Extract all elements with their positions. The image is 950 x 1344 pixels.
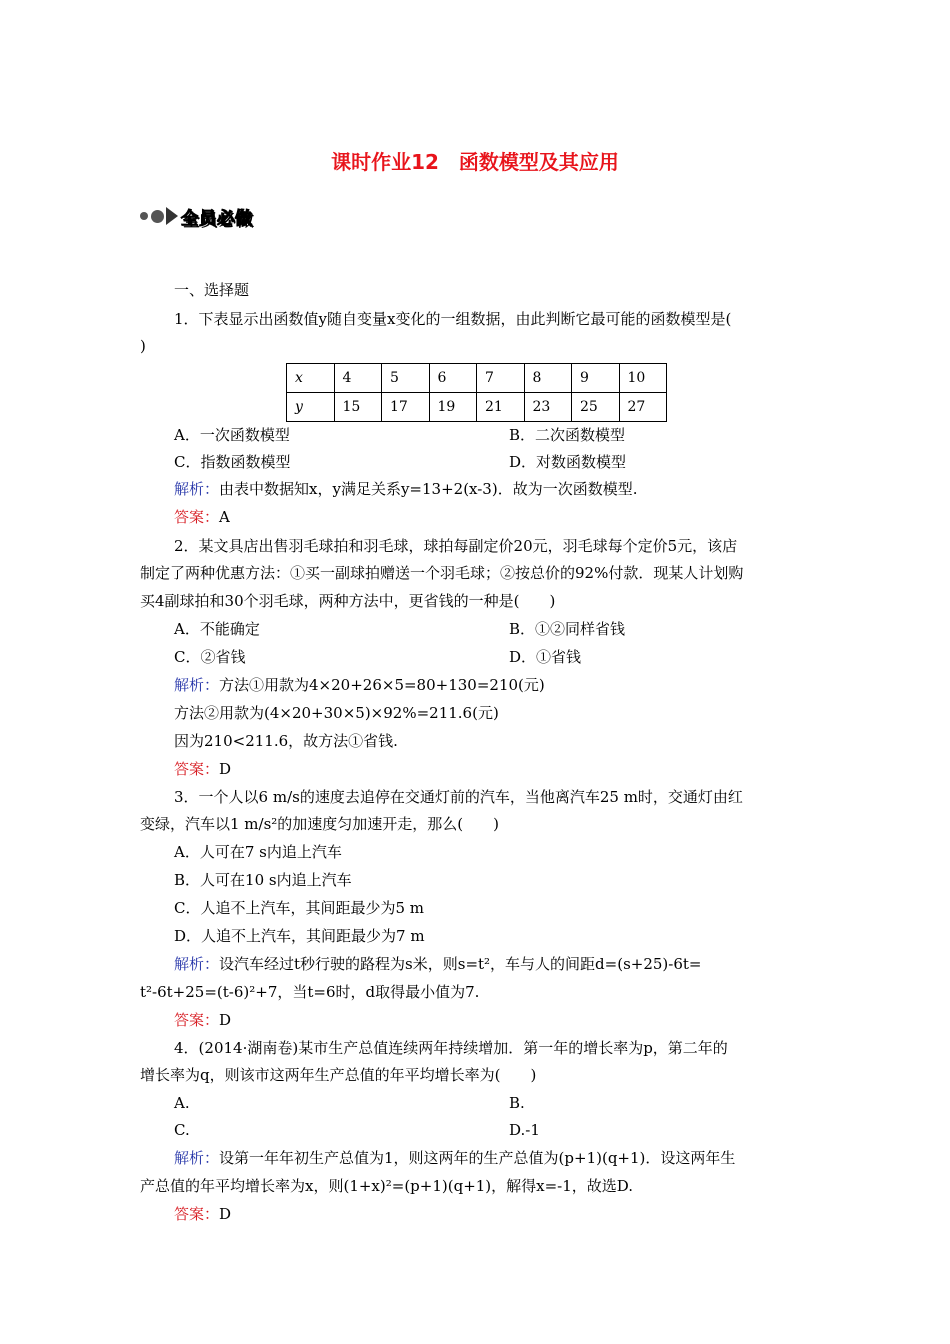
arrow-icon: [166, 207, 178, 225]
dot-icon: [140, 212, 148, 220]
table-cell: 7: [477, 364, 525, 393]
table-cell: y: [287, 393, 335, 422]
q1-option-b: B．二次函数模型: [509, 426, 626, 444]
q2-stem-line1: 2．某文具店出售羽毛球拍和羽毛球，球拍每副定价20元，羽毛球每个定价5元，该店: [174, 537, 738, 555]
q2-analysis-line2: 方法②用款为(4×20+30×5)×92%=211.6(元): [174, 704, 499, 722]
q4-analysis-line2: 产总值的年平均增长率为x，则(1+x)²=(p+1)(q+1)，解得x=-1，故选D.: [140, 1177, 634, 1195]
page-title: 课时作业12 函数模型及其应用: [331, 150, 619, 174]
q3-option-c: C．人追不上汽车，其间距最少为5 m: [174, 899, 425, 917]
q3-answer: 答案：D: [174, 1011, 232, 1029]
q2-answer: 答案：D: [174, 760, 232, 778]
q4-option-b: B.: [509, 1094, 525, 1112]
badge-label: 全员必做: [181, 208, 253, 229]
section-badge: [140, 204, 253, 228]
table-cell: 17: [382, 393, 430, 422]
table-cell: x: [287, 364, 335, 393]
q2-stem-line2: 制定了两种优惠方法：①买一副球拍赠送一个羽毛球；②按总价的92%付款．现某人计划购: [140, 564, 744, 582]
table-cell: 5: [382, 364, 430, 393]
q3-analysis-line1: 解析：设汽车经过t秒行驶的路程为s米，则s=t²，车与人的间距d=(s+25)-6t=: [174, 955, 702, 973]
table-cell: 10: [619, 364, 667, 393]
q3-stem-line2: 变绿，汽车以1 m/s²的加速度匀加速开走，那么( ): [140, 815, 500, 833]
q2-option-d: D．①省钱: [509, 648, 582, 666]
q4-analysis-line1: 解析：设第一年年初生产总值为1，则这两年的生产总值为(p+1)(q+1)．设这两年生: [174, 1149, 736, 1167]
table-cell: 25: [572, 393, 620, 422]
q3-option-a: A．人可在7 s内追上汽车: [174, 843, 342, 861]
q3-analysis-line2: t²-6t+25=(t-6)²+7，当t=6时，d取得最小值为7.: [140, 983, 480, 1001]
table-row: [287, 393, 667, 422]
section-heading: 一、选择题: [174, 281, 250, 299]
q3-option-b: B．人可在10 s内追上汽车: [174, 871, 352, 889]
q1-option-d: D．对数函数模型: [509, 453, 627, 471]
q3-stem-line1: 3．一个人以6 m/s的速度去追停在交通灯前的汽车，当他离汽车25 m时，交通灯由红: [174, 788, 743, 806]
table-cell: 19: [429, 393, 477, 422]
q4-stem-line2: 增长率为q，则该市这两年生产总值的年平均增长率为( ): [140, 1066, 537, 1084]
q2-option-b: B．①②同样省钱: [509, 620, 626, 638]
q1-analysis: 解析：由表中数据知x，y满足关系y=13+2(x-3)．故为一次函数模型.: [174, 480, 638, 498]
table-cell: 15: [334, 393, 382, 422]
q1-stem-line2: ): [140, 337, 146, 355]
q1-option-c: C．指数函数模型: [174, 453, 291, 471]
q4-option-a: A.: [174, 1094, 190, 1112]
q2-option-a: A．不能确定: [174, 620, 260, 638]
q2-analysis-line1: 解析：方法①用款为4×20+26×5=80+130=210(元): [174, 676, 545, 694]
table-cell: 4: [334, 364, 382, 393]
q4-answer: 答案：D: [174, 1205, 232, 1223]
table-cell: 27: [619, 393, 667, 422]
table-cell: 9: [572, 364, 620, 393]
q4-stem-line1: 4．(2014·湖南卷)某市生产总值连续两年持续增加．第一年的增长率为p，第二年的: [174, 1039, 728, 1057]
dot-icon: [151, 210, 164, 223]
table-row: [287, 364, 667, 393]
q2-analysis-line3: 因为210<211.6，故方法①省钱.: [174, 732, 398, 750]
q1-option-a: A．一次函数模型: [174, 426, 290, 444]
q1-answer: 答案：A: [174, 508, 230, 526]
q3-option-d: D．人追不上汽车，其间距最少为7 m: [174, 927, 425, 945]
q1-data-table: [286, 363, 667, 422]
table-cell: 21: [477, 393, 525, 422]
q1-stem-line1: 1．下表显示出函数值y随自变量x变化的一组数据，由此判断它最可能的函数模型是(: [174, 310, 732, 328]
table-cell: 8: [524, 364, 572, 393]
q2-option-c: C．②省钱: [174, 648, 246, 666]
q2-stem-line3: 买4副球拍和30个羽毛球，两种方法中，更省钱的一种是( ): [140, 592, 556, 610]
q4-option-c: C.: [174, 1121, 190, 1139]
table-cell: 6: [429, 364, 477, 393]
q4-option-d: D.-1: [509, 1121, 540, 1139]
table-cell: 23: [524, 393, 572, 422]
